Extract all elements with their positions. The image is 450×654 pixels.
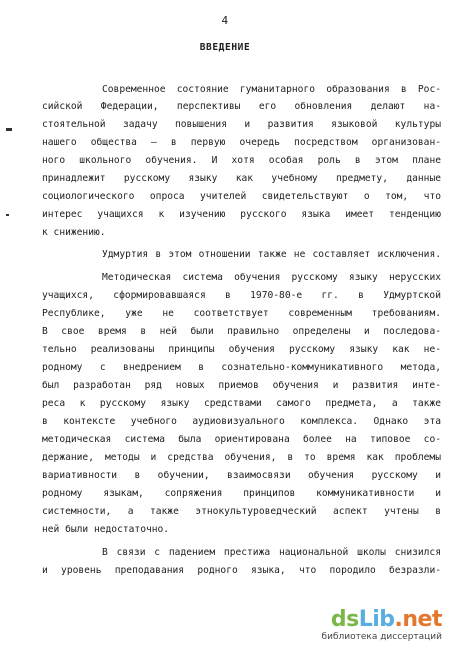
scan-mark xyxy=(6,214,9,216)
text-line: был разработан ряд новых приемов обучения и развития инте- xyxy=(42,380,441,391)
text-line: принадлежит русскому языку как учебному предмету, данные xyxy=(42,173,441,184)
text-line: В свое время в ней были правильно определены и последова- xyxy=(42,326,441,337)
text-line: и уровень преподавания родного языка, что породило безразли- xyxy=(42,565,441,576)
text-line: вариативности в обучении, взаимосвязи обучения русскому и xyxy=(42,470,441,481)
text-line: Современное состояние гуманитарного образования в Рос- xyxy=(102,84,441,95)
text-line: Удмуртия в этом отношении также не составляет исключения. xyxy=(102,249,441,260)
text-line: сийской Федерации, перспективы его обновления делают на- xyxy=(42,101,441,112)
text-line: методическая система была ориентирована более на типовое со- xyxy=(42,434,441,445)
text-line: родному с внедрением в сознательно-коммуникативного метода, xyxy=(42,362,441,373)
text-line: социологического опроса учителей свидетельствуют о том, что xyxy=(42,191,441,202)
text-line: интерес учащихся к изучению русского языка имеет тенденцию xyxy=(42,209,441,220)
section-heading: ВВЕДЕНИЕ xyxy=(199,42,251,53)
text-line: стоятельной задачу повышения и развития языковой культуры xyxy=(42,119,441,130)
text-line: реса к русскому языку средствами самого предмета, а также xyxy=(42,398,441,409)
text-line: системности, а также этнокультуроведческий аспект учтены в xyxy=(42,506,441,517)
text-line: ней были недостаточно. xyxy=(42,524,170,535)
text-line: в контексте учебного аудиовизуального комплекса. Однако эта xyxy=(42,416,441,427)
text-line: тельно реализованы принципы обучения русскому языку как не- xyxy=(42,344,441,355)
dslib-logo: dsLib.net xyxy=(330,607,442,632)
text-line: держание, методы и средства обучения, в то время как проблемы xyxy=(42,452,441,463)
text-line: В связи с падением престижа национальной школы снизился xyxy=(102,547,441,558)
watermark xyxy=(321,607,442,646)
text-line: Республике, уже не соответствует современным требованиям. xyxy=(42,308,441,319)
text-line: ного школьного обучения. И хотя особая роль в этом плане xyxy=(42,155,441,166)
scan-mark xyxy=(6,128,12,131)
text-line: учащихся, сформировавшаяся в 1970-80-е гг. в Удмуртской xyxy=(42,290,441,301)
text-line: к снижению. xyxy=(42,227,106,238)
watermark-subtitle: библиотека диссертаций xyxy=(321,632,442,642)
text-line: родному языкам, сопряжения принципов коммуникативности и xyxy=(42,488,441,499)
text-line: Методическая система обучения русскому языку нерусских xyxy=(102,272,441,283)
page-number: 4 xyxy=(221,14,229,27)
text-line: нашего общества — в первую очередь посредством организован- xyxy=(42,137,441,148)
